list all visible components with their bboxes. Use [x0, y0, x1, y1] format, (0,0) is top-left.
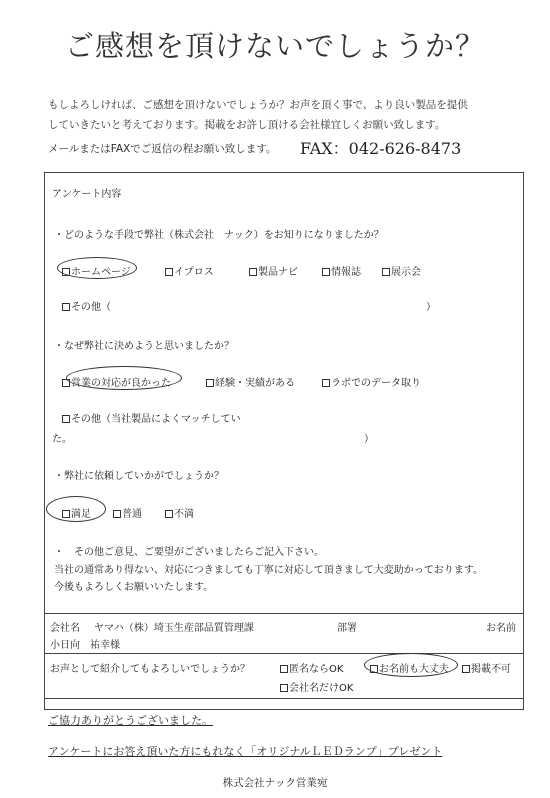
- fax-number: FAX：042-626-8473: [300, 139, 462, 158]
- name-label: お名前: [486, 623, 516, 634]
- fax-row: [48, 139, 462, 158]
- q2-option-other[interactable]: その他（当社製品によくマッチしてい: [62, 410, 241, 425]
- handwritten-circle: [57, 257, 137, 279]
- checkbox[interactable]: [113, 510, 121, 518]
- q2-option-experience[interactable]: 経験・実績がある: [206, 374, 295, 389]
- page-title: ご感想を頂けないでしょうか？: [64, 29, 485, 63]
- checkbox[interactable]: [206, 379, 214, 387]
- consent-option-name-ok[interactable]: お名前も大丈夫: [370, 660, 449, 675]
- checkbox[interactable]: [165, 268, 173, 276]
- consent-option-not-allowed[interactable]: 掲載不可: [462, 660, 511, 675]
- q2-option-lab-data[interactable]: ラボでのデータ取り: [322, 374, 421, 389]
- checkbox[interactable]: [280, 684, 288, 692]
- intro-line-1: もしよろしければ、ご感想を頂けないでしょうか？お声を頂く事で、より良い製品を提供: [48, 99, 468, 111]
- checkbox[interactable]: [462, 665, 470, 673]
- checkbox[interactable]: [62, 303, 70, 311]
- handwritten-circle: [66, 366, 182, 390]
- checkbox[interactable]: [62, 415, 70, 423]
- q4-answer-line-2: 今後もよろしくお願いいたします。: [54, 582, 214, 593]
- q1-option-seihin-navi[interactable]: 製品ナビ: [249, 263, 298, 278]
- handwritten-circle: [46, 496, 106, 522]
- checkbox[interactable]: [322, 268, 330, 276]
- survey-header: アンケート内容: [52, 189, 122, 200]
- q2-question: ・なぜ弊社に決めようと思いましたか？: [54, 341, 234, 352]
- company-label: 会社名: [50, 623, 80, 634]
- q1-option-ipros[interactable]: イプロス: [165, 263, 214, 278]
- checkbox[interactable]: [280, 665, 288, 673]
- divider-customer: [44, 613, 524, 614]
- company-value: ヤマハ（株）埼玉生産部品質管理課: [94, 623, 254, 634]
- name-value: 小日向 祐幸様: [50, 640, 120, 651]
- divider-consent: [44, 653, 524, 654]
- handwritten-circle: [364, 653, 458, 677]
- consent-option-company-only[interactable]: 会社名だけOK: [280, 679, 353, 694]
- q1-option-exhibition[interactable]: 展示会: [382, 263, 421, 278]
- q2-option-sales-response[interactable]: 営業の対応が良かった: [62, 374, 171, 389]
- q1-option-homepage[interactable]: ホームページ: [62, 263, 131, 278]
- checkbox[interactable]: [322, 379, 330, 387]
- q1-option-other[interactable]: その他（: [62, 298, 111, 313]
- consent-question: お声として紹介してもよろしいでしょうか？: [50, 664, 250, 675]
- q2-other-close: ）: [364, 434, 374, 445]
- q1-option-magazine[interactable]: 情報誌: [322, 263, 361, 278]
- department-label: 部署: [337, 623, 357, 634]
- q3-question: ・弊社に依頼していかがでしょうか？: [54, 471, 224, 482]
- q1-other-close: ）: [426, 302, 436, 313]
- q4-answer-line-1: 当社の通常あり得ない、対応につきましても丁寧に対応して頂きまして大変助かっております。: [54, 565, 483, 576]
- q3-option-average[interactable]: 普通: [113, 505, 142, 520]
- q2-other-line-2: た。: [52, 434, 72, 445]
- addressee-company: 株式会社ナック営業宛: [222, 777, 328, 789]
- divider-bottom: [44, 698, 524, 699]
- checkbox[interactable]: [249, 268, 257, 276]
- q3-option-satisfied[interactable]: 満足: [62, 505, 91, 520]
- intro-line-2: していきたいと考えております。掲載をお許し頂ける会社様宜しくお願い致します。: [48, 119, 446, 131]
- q1-question: ・どのような手段で弊社（株式会社 ナック）をお知りになりましたか？: [54, 230, 384, 241]
- checkbox[interactable]: [165, 510, 173, 518]
- reply-instruction: メールまたはFAXでご返信の程お願い致します。: [48, 143, 277, 155]
- thanks-message: ご協力ありがとうございました。: [48, 714, 213, 727]
- checkbox[interactable]: [382, 268, 390, 276]
- consent-option-anonymous[interactable]: 匿名ならOK: [280, 660, 343, 675]
- q3-option-unsatisfied[interactable]: 不満: [165, 505, 194, 520]
- q4-question: ・ その他ご意見、ご要望がございましたらご記入下さい。: [54, 547, 324, 558]
- present-message: アンケートにお答え頂いた方にもれなく「オリジナルＬＥＤランプ」プレゼント: [48, 745, 443, 758]
